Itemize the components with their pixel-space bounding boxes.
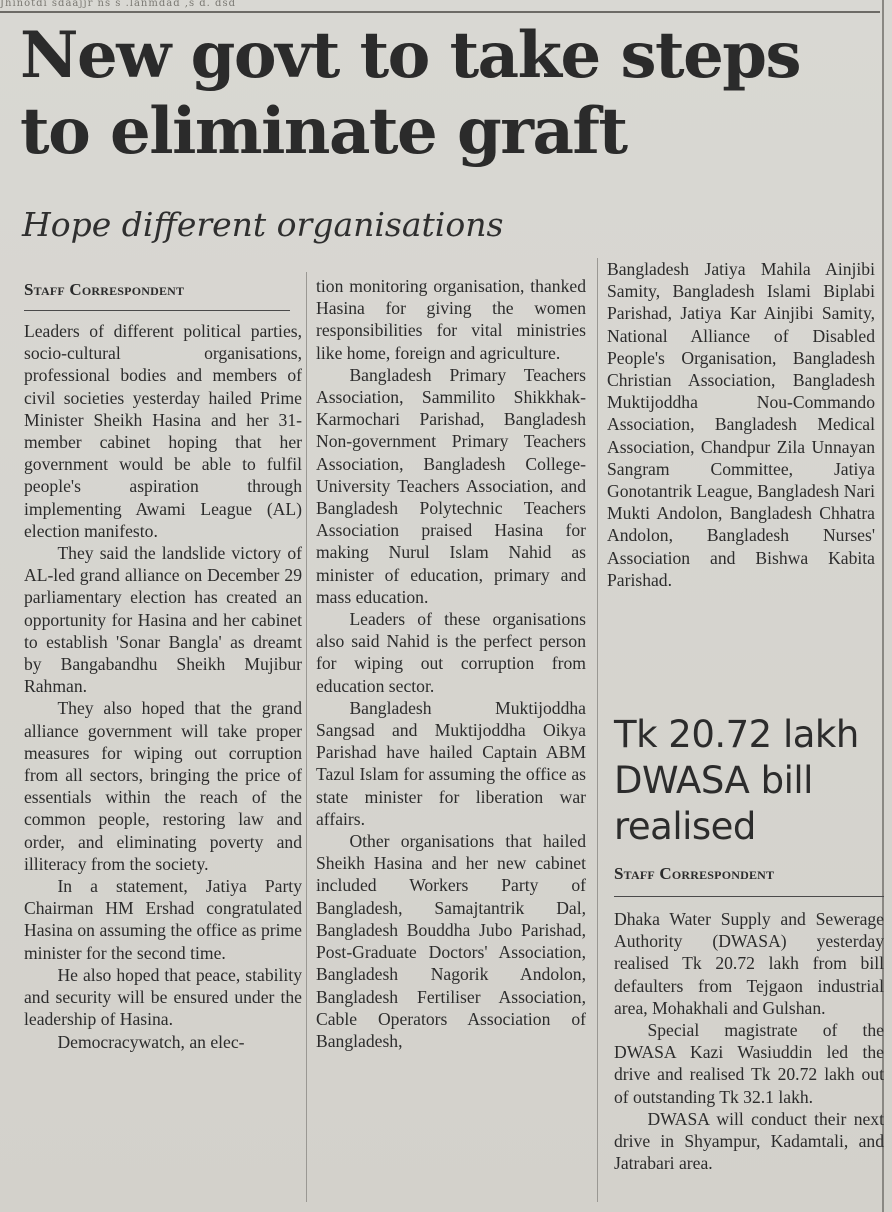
paragraph: They also hoped that the grand alliance government will take proper measures for wiping out corruption from all sectors, bringing the price of essentials within the reach of the common people, restoring law and order, and eliminating poverty and illiteracy from the society.: [24, 698, 302, 874]
story1-column-3: [607, 258, 875, 591]
paragraph: Dhaka Water Supply and Sewerage Authority (DWASA) yesterday realised Tk 20.72 lakh from bill defaulters from Tejgaon industrial area, Mohakhali and Gulshan.: [614, 909, 884, 1018]
paragraph: DWASA will conduct their next drive in Shyampur, Kadamtali, and Jatrabari area.: [614, 1108, 884, 1174]
cut-off-top-text: Jhinotdi sdaajjr ns s .lanmdad ,s d. dsd: [0, 0, 236, 9]
byline-story1: Staff Correspondent: [24, 280, 185, 299]
paragraph: Bangladesh Muktijoddha Sangsad and Muktijoddha Oikya Parishad have hailed Captain ABM Tazul Islam for assuming the office as state minister for liberation war affairs.: [316, 697, 586, 829]
paragraph: Bangladesh Primary Teachers Association, Sammilito Shikkhak-Karmochari Parishad, Bangladesh Non-government Primary Teachers Association, Bangladesh College-University Teachers Association, and Bangladesh Polytechnic Teachers Association praised Hasina for making Nurul Islam Nahid as minister of education, primary and mass education.: [316, 364, 586, 607]
paragraph: Leaders of these organisations also said Nahid is the perfect person for wiping out corruption from education sector.: [316, 609, 586, 696]
byline-story2: Staff Correspondent: [614, 864, 775, 883]
byline-rule: [614, 896, 884, 897]
main-headline: New govt to take steps to eliminate graft: [20, 18, 801, 169]
paragraph: He also hoped that peace, stability and security will be ensured under the leadership of Hasina.: [24, 964, 302, 1030]
paragraph: In a statement, Jatiya Party Chairman HM Ershad congratulated Hasina on assuming the office as prime minister for the second time.: [24, 876, 302, 963]
paragraph: tion monitoring organisation, thanked Hasina for giving the women responsibilities for vital ministries like home, foreign and agriculture.: [316, 276, 586, 363]
paragraph: Leaders of different political parties, socio-cultural organisations, professional bodies and members of civil societies yesterday hailed Prime Minister Sheikh Hasina and her 31-member cabinet hoping that her government would be able to fulfil people's aspiration through implementing Awami League (AL) election manifesto.: [24, 321, 302, 541]
paragraph: Bangladesh Jatiya Mahila Ainjibi Samity, Bangladesh Islami Biplabi Parishad, Jatiya Kar Ainjibi Samity, National Alliance of Disabled People's Organisation, Bangladesh Christian Association, Bangladesh Muktijoddha Nou-Commando Association, Bangladesh Medical Association, Chandpur Zila Unnayan Sangram Committee, Jatiya Gonotantrik League, Bangladesh Nari Mukti Andolon, Bangladesh Chhatra Andolon, Bangladesh Nurses' Association and Bishwa Kabita Parishad.: [607, 259, 875, 590]
story1-column-2: [316, 275, 586, 1052]
byline-rule: [24, 310, 290, 311]
secondary-headline: Tk 20.72 lakh DWASA bill realised: [614, 713, 859, 848]
paragraph: Democracywatch, an elec-: [57, 1031, 245, 1052]
column-divider: [306, 272, 307, 1202]
paragraph: They said the landslide victory of AL-led grand alliance on December 29 parliamentary election has created an opportunity for Hasina and her cabinet to establish 'Sonar Bangla' as dreamt by Bangabandhu Sheikh Mujibur Rahman.: [24, 543, 302, 697]
paragraph: Special magistrate of the DWASA Kazi Wasiuddin led the drive and realised Tk 20.72 lakh out of outstanding Tk 32.1 lakh.: [614, 1020, 884, 1107]
top-rule: [0, 11, 880, 13]
sub-headline: Hope different organisations: [22, 205, 504, 244]
story1-column-1: [24, 320, 302, 1053]
paragraph: Other organisations that hailed Sheikh Hasina and her new cabinet included Workers Party of Bangladesh, Samajtantrik Dal, Bangladesh Bouddha Jubo Parishad, Post-Graduate Doctors' Association, Bangladesh Nagorik Andolon, Bangladesh Fertiliser Association, Cable Operators Association of Bangladesh,: [316, 831, 586, 1051]
story2-body: [614, 908, 884, 1174]
column-divider: [597, 258, 598, 1202]
